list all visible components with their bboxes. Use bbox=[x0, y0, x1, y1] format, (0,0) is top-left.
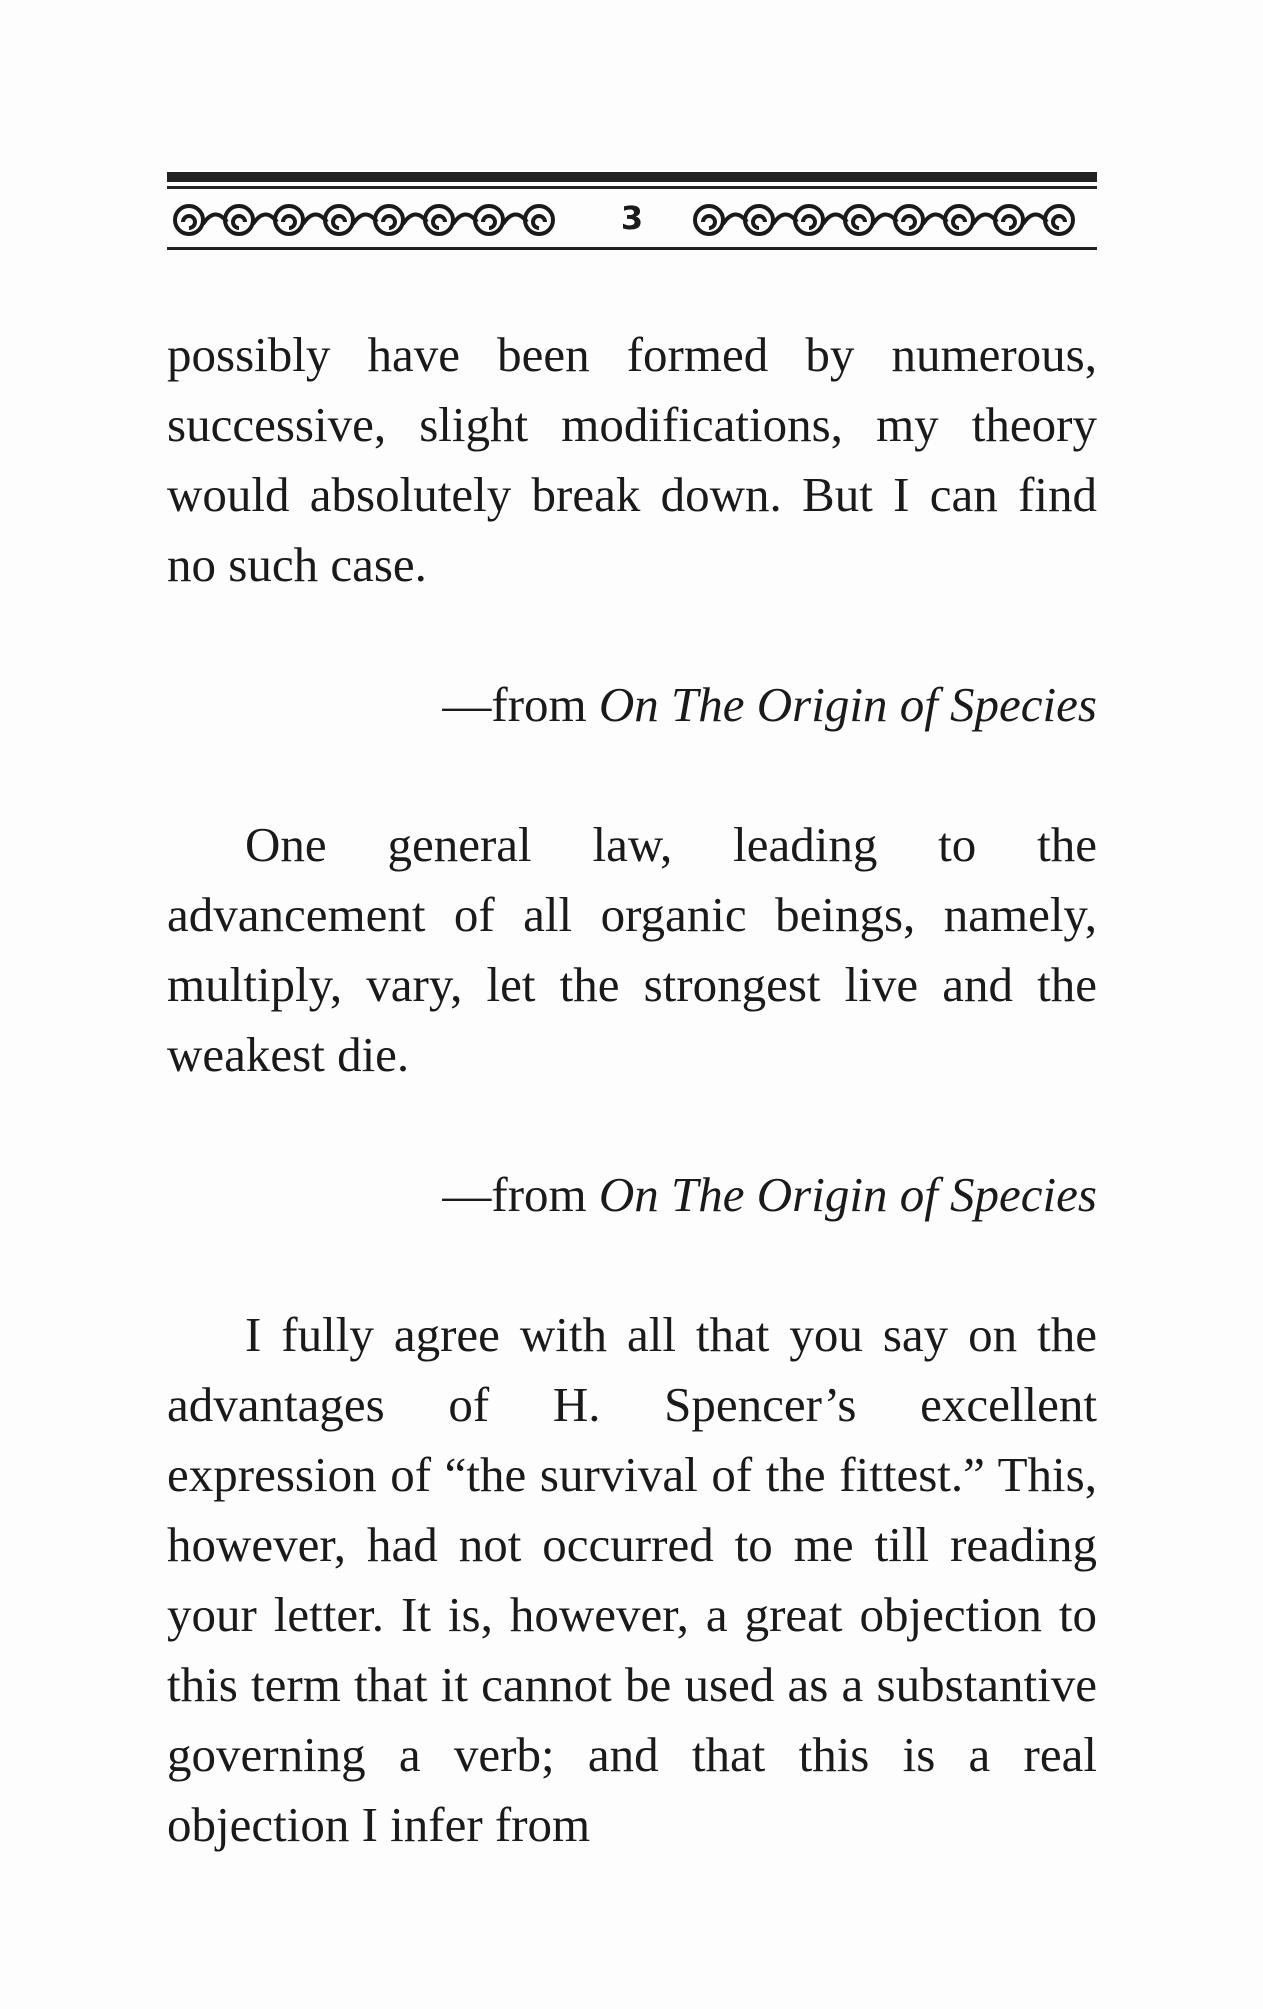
quote-paragraph-3: I fully agree with all that you say on the advantages of H. Spencer’s excellent expression of “the survival of the fittest.” This, however, had not occurred to me till reading your letter. It is, however, a great objection to this term that it cannot be used as a substantive governing a verb; and that this is a real objection I infer from bbox=[167, 1307, 1097, 1852]
wave-scroll-ornament-left bbox=[167, 196, 577, 240]
header-bottom-rule bbox=[167, 247, 1097, 250]
attribution-title: On The Origin of Species bbox=[598, 677, 1097, 732]
quote-paragraph-2: One general law, leading to the advancement of all organic beings, namely, multiply, vary, let the strongest live and the weakest die. bbox=[167, 817, 1097, 1082]
quote-paragraph-1: possibly have been formed by numerous, successive, slight modifications, my theory would absolutely break down. But I can find no such case. bbox=[167, 327, 1097, 592]
page-body bbox=[167, 320, 1097, 1860]
page-number: 3 bbox=[620, 199, 644, 237]
page-header bbox=[167, 172, 1097, 250]
attribution-prefix: —from bbox=[442, 1167, 599, 1222]
quote-attribution-2 bbox=[167, 1160, 1097, 1230]
header-ornament-row bbox=[167, 189, 1097, 247]
attribution-title: On The Origin of Species bbox=[598, 1167, 1097, 1222]
wave-scroll-ornament-right bbox=[687, 196, 1097, 240]
header-thick-rule bbox=[167, 172, 1097, 182]
quote-attribution-1 bbox=[167, 670, 1097, 740]
attribution-prefix: —from bbox=[442, 677, 599, 732]
